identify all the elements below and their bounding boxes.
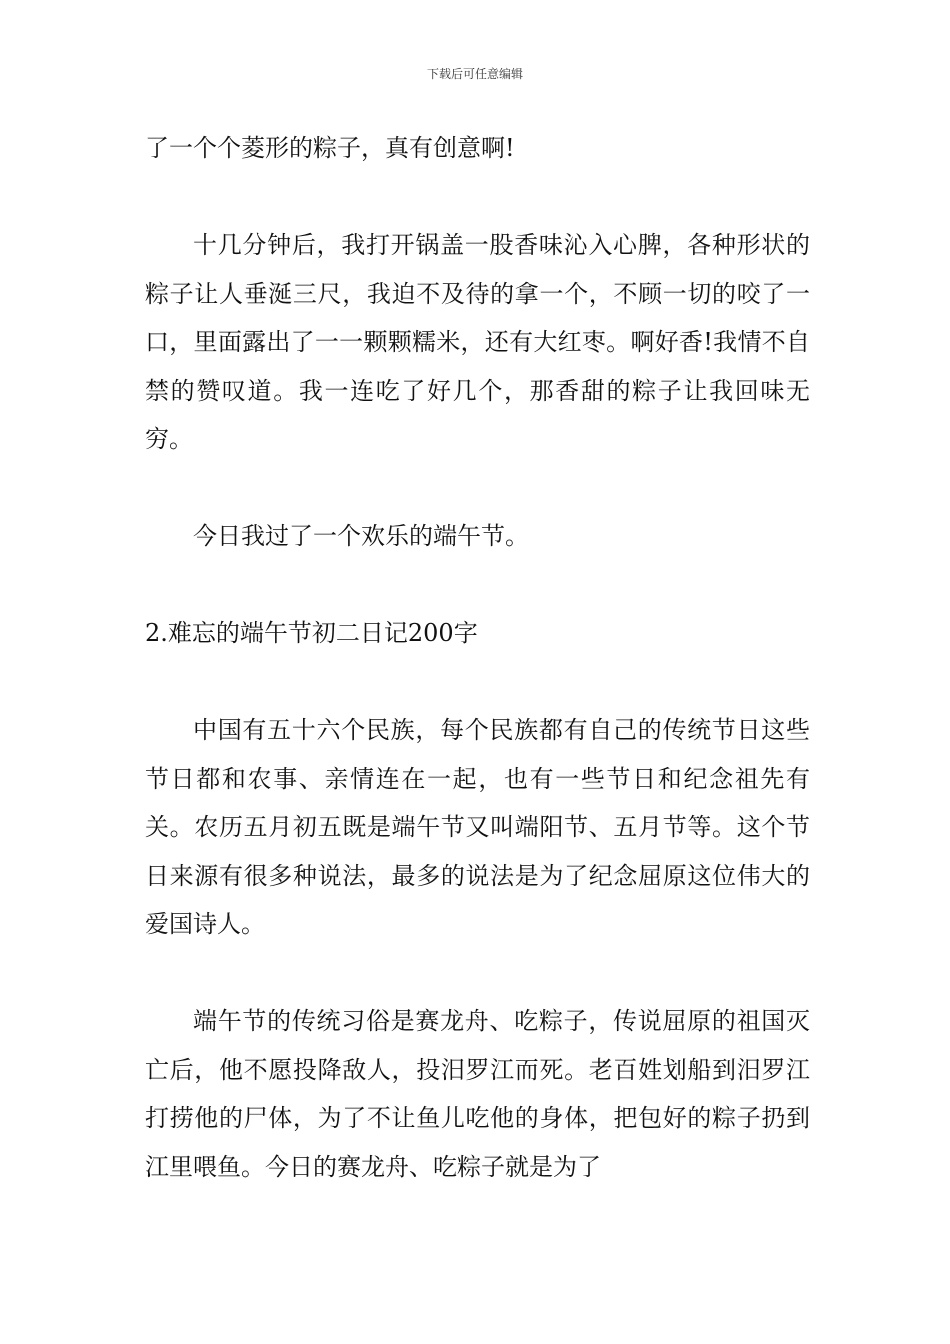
paragraph-ethnic-festivals: 中国有五十六个民族，每个民族都有自己的传统节日这些节日都和农事、亲情连在一起，也有一些节日和纪念祖先有关。农历五月初五既是端午节又叫端阳节、五月节等。这个节日来源有很多种说法，最多的说法是为了纪念屈原这位伟大的爱国诗人。 <box>145 716 810 938</box>
paragraph-traditions: 端午节的传统习俗是赛龙舟、吃粽子，传说屈原的祖国灭亡后，他不愿投降敌人，投汨罗江而死。老百姓划船到汨罗江打捞他的尸体，为了不让鱼儿吃他的身体，把包好的粽子扔到江里喂鱼。今日的赛龙舟、吃粽子就是为了 <box>145 1007 810 1181</box>
paragraph-continuation: 了一个个菱形的粽子，真有创意啊! <box>145 134 515 162</box>
page-header: 下载后可任意编辑 <box>426 67 523 81</box>
section-heading: 2.难忘的端午节初二日记200字 <box>145 619 478 647</box>
document-body <box>145 124 810 1191</box>
paragraph-happy-festival: 今日我过了一个欢乐的端午节。 <box>193 522 529 550</box>
paragraph-pot-opening: 十几分钟后，我打开锅盖一股香味沁入心脾，各种形状的粽子让人垂涎三尺，我迫不及待的拿一个，不顾一切的咬了一口，里面露出了一一颗颗糯米，还有大红枣。啊好香!我情不自禁的赞叹道。我一连吃了好几个，那香甜的粽子让我回味无穷。 <box>145 231 810 453</box>
